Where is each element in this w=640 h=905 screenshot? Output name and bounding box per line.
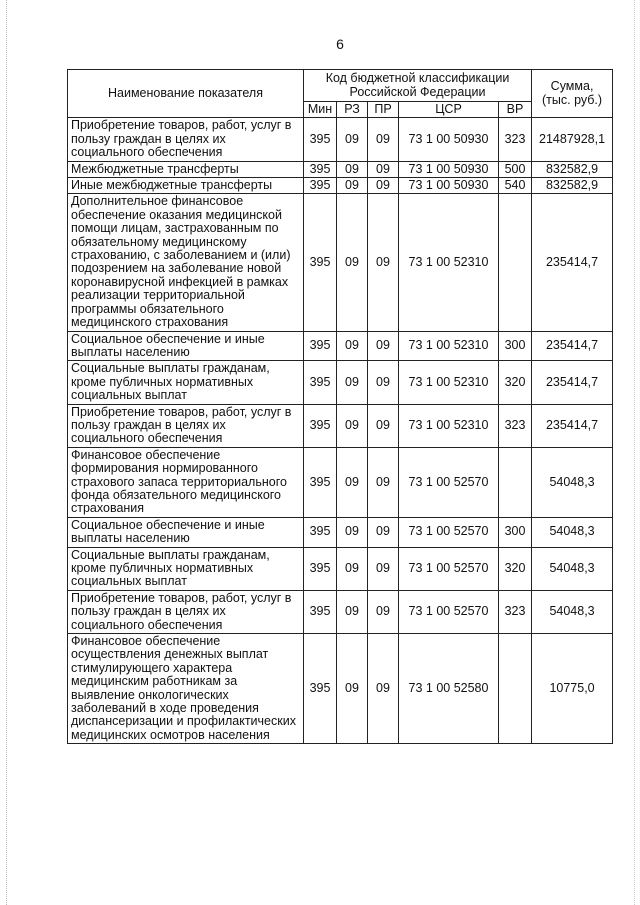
cell-csr: 73 1 00 52580 — [399, 634, 499, 744]
table-row — [68, 331, 613, 361]
cell-rz: 09 — [337, 590, 368, 633]
header-csr: ЦСР — [399, 102, 499, 118]
cell-rz: 09 — [337, 194, 368, 331]
cell-name: Дополнительное финансовое обеспечение оказания медицинской помощи лицам, застрахованным по обязательному медицинскому страхованию, с заболеванием и (или) подозрением на заболевание новой коронавирусной инфекцией в рамках реализации территориальной программы обязательного медицинского страхования — [68, 194, 304, 331]
cell-sum: 54048,3 — [532, 547, 613, 590]
cell-pr: 09 — [368, 590, 399, 633]
cell-rz: 09 — [337, 331, 368, 361]
cell-min: 395 — [304, 178, 337, 194]
cell-min: 395 — [304, 161, 337, 177]
cell-pr: 09 — [368, 194, 399, 331]
cell-vr: 323 — [499, 118, 532, 161]
table-row — [68, 447, 613, 517]
table-row — [68, 194, 613, 331]
cell-pr: 09 — [368, 118, 399, 161]
cell-name: Социальные выплаты гражданам, кроме публичных нормативных социальных выплат — [68, 361, 304, 404]
cell-name: Социальное обеспечение и иные выплаты населению — [68, 517, 304, 547]
cell-pr: 09 — [368, 361, 399, 404]
cell-sum: 832582,9 — [532, 161, 613, 177]
cell-sum: 10775,0 — [532, 634, 613, 744]
cell-csr: 73 1 00 52310 — [399, 404, 499, 447]
cell-csr: 73 1 00 52570 — [399, 517, 499, 547]
cell-min: 395 — [304, 590, 337, 633]
cell-rz: 09 — [337, 634, 368, 744]
cell-pr: 09 — [368, 547, 399, 590]
table-row — [68, 590, 613, 633]
table-row — [68, 161, 613, 177]
cell-min: 395 — [304, 331, 337, 361]
table-row — [68, 517, 613, 547]
cell-name: Социальные выплаты гражданам, кроме публичных нормативных социальных выплат — [68, 547, 304, 590]
cell-sum: 235414,7 — [532, 361, 613, 404]
cell-pr: 09 — [368, 517, 399, 547]
cell-vr: 320 — [499, 547, 532, 590]
cell-rz: 09 — [337, 404, 368, 447]
header-pr: ПР — [368, 102, 399, 118]
table-row — [68, 178, 613, 194]
cell-vr: 300 — [499, 517, 532, 547]
cell-pr: 09 — [368, 447, 399, 517]
cell-min: 395 — [304, 404, 337, 447]
cell-csr: 73 1 00 52570 — [399, 547, 499, 590]
budget-table — [67, 69, 613, 744]
cell-csr: 73 1 00 50930 — [399, 178, 499, 194]
header-code-group: Код бюджетной классификации Российской Федерации — [304, 70, 532, 102]
cell-min: 395 — [304, 634, 337, 744]
cell-sum: 235414,7 — [532, 404, 613, 447]
cell-sum: 235414,7 — [532, 331, 613, 361]
cell-name: Социальное обеспечение и иные выплаты населению — [68, 331, 304, 361]
cell-name: Финансовое обеспечение формирования нормированного страхового запаса территориального фонда обязательного медицинского страхования — [68, 447, 304, 517]
cell-rz: 09 — [337, 447, 368, 517]
table-header — [68, 70, 613, 118]
table-row — [68, 547, 613, 590]
cell-csr: 73 1 00 50930 — [399, 161, 499, 177]
cell-vr — [499, 194, 532, 331]
cell-name: Приобретение товаров, работ, услуг в пользу граждан в целях их социального обеспечения — [68, 404, 304, 447]
cell-min: 395 — [304, 361, 337, 404]
table-row — [68, 361, 613, 404]
cell-vr: 540 — [499, 178, 532, 194]
cell-rz: 09 — [337, 178, 368, 194]
cell-name: Приобретение товаров, работ, услуг в пользу граждан в целях их социального обеспечения — [68, 118, 304, 161]
cell-sum: 235414,7 — [532, 194, 613, 331]
cell-min: 395 — [304, 517, 337, 547]
table-row — [68, 118, 613, 161]
cell-min: 395 — [304, 194, 337, 331]
cell-sum: 54048,3 — [532, 447, 613, 517]
header-name: Наименование показателя — [68, 70, 304, 118]
cell-vr — [499, 634, 532, 744]
header-sum: Сумма, (тыс. руб.) — [532, 70, 613, 118]
cell-min: 395 — [304, 118, 337, 161]
cell-vr: 320 — [499, 361, 532, 404]
page-number: 6 — [336, 36, 344, 52]
table-row — [68, 634, 613, 744]
cell-rz: 09 — [337, 517, 368, 547]
table-body — [68, 118, 613, 744]
cell-rz: 09 — [337, 361, 368, 404]
cell-sum: 54048,3 — [532, 517, 613, 547]
cell-csr: 73 1 00 52310 — [399, 361, 499, 404]
page-right-edge — [634, 0, 636, 905]
cell-csr: 73 1 00 52310 — [399, 331, 499, 361]
cell-csr: 73 1 00 52310 — [399, 194, 499, 331]
cell-sum: 54048,3 — [532, 590, 613, 633]
cell-min: 395 — [304, 447, 337, 517]
cell-rz: 09 — [337, 161, 368, 177]
table-row — [68, 404, 613, 447]
cell-name: Иные межбюджетные трансферты — [68, 178, 304, 194]
header-min: Мин — [304, 102, 337, 118]
cell-rz: 09 — [337, 547, 368, 590]
cell-vr: 323 — [499, 404, 532, 447]
cell-pr: 09 — [368, 161, 399, 177]
cell-pr: 09 — [368, 634, 399, 744]
cell-name: Межбюджетные трансферты — [68, 161, 304, 177]
cell-csr: 73 1 00 52570 — [399, 447, 499, 517]
cell-name: Финансовое обеспечение осуществления денежных выплат стимулирующего характера медицинским работникам за выявление онкологических заболеваний в ходе проведения диспансеризации и профилактических медицинских осмотров населения — [68, 634, 304, 744]
header-rz: РЗ — [337, 102, 368, 118]
cell-vr — [499, 447, 532, 517]
cell-pr: 09 — [368, 404, 399, 447]
cell-pr: 09 — [368, 331, 399, 361]
cell-min: 395 — [304, 547, 337, 590]
cell-vr: 323 — [499, 590, 532, 633]
cell-vr: 500 — [499, 161, 532, 177]
cell-pr: 09 — [368, 178, 399, 194]
cell-csr: 73 1 00 52570 — [399, 590, 499, 633]
cell-name: Приобретение товаров, работ, услуг в пользу граждан в целях их социального обеспечения — [68, 590, 304, 633]
page-left-edge — [6, 0, 8, 905]
cell-csr: 73 1 00 50930 — [399, 118, 499, 161]
cell-vr: 300 — [499, 331, 532, 361]
cell-sum: 21487928,1 — [532, 118, 613, 161]
header-vr: ВР — [499, 102, 532, 118]
cell-rz: 09 — [337, 118, 368, 161]
cell-sum: 832582,9 — [532, 178, 613, 194]
